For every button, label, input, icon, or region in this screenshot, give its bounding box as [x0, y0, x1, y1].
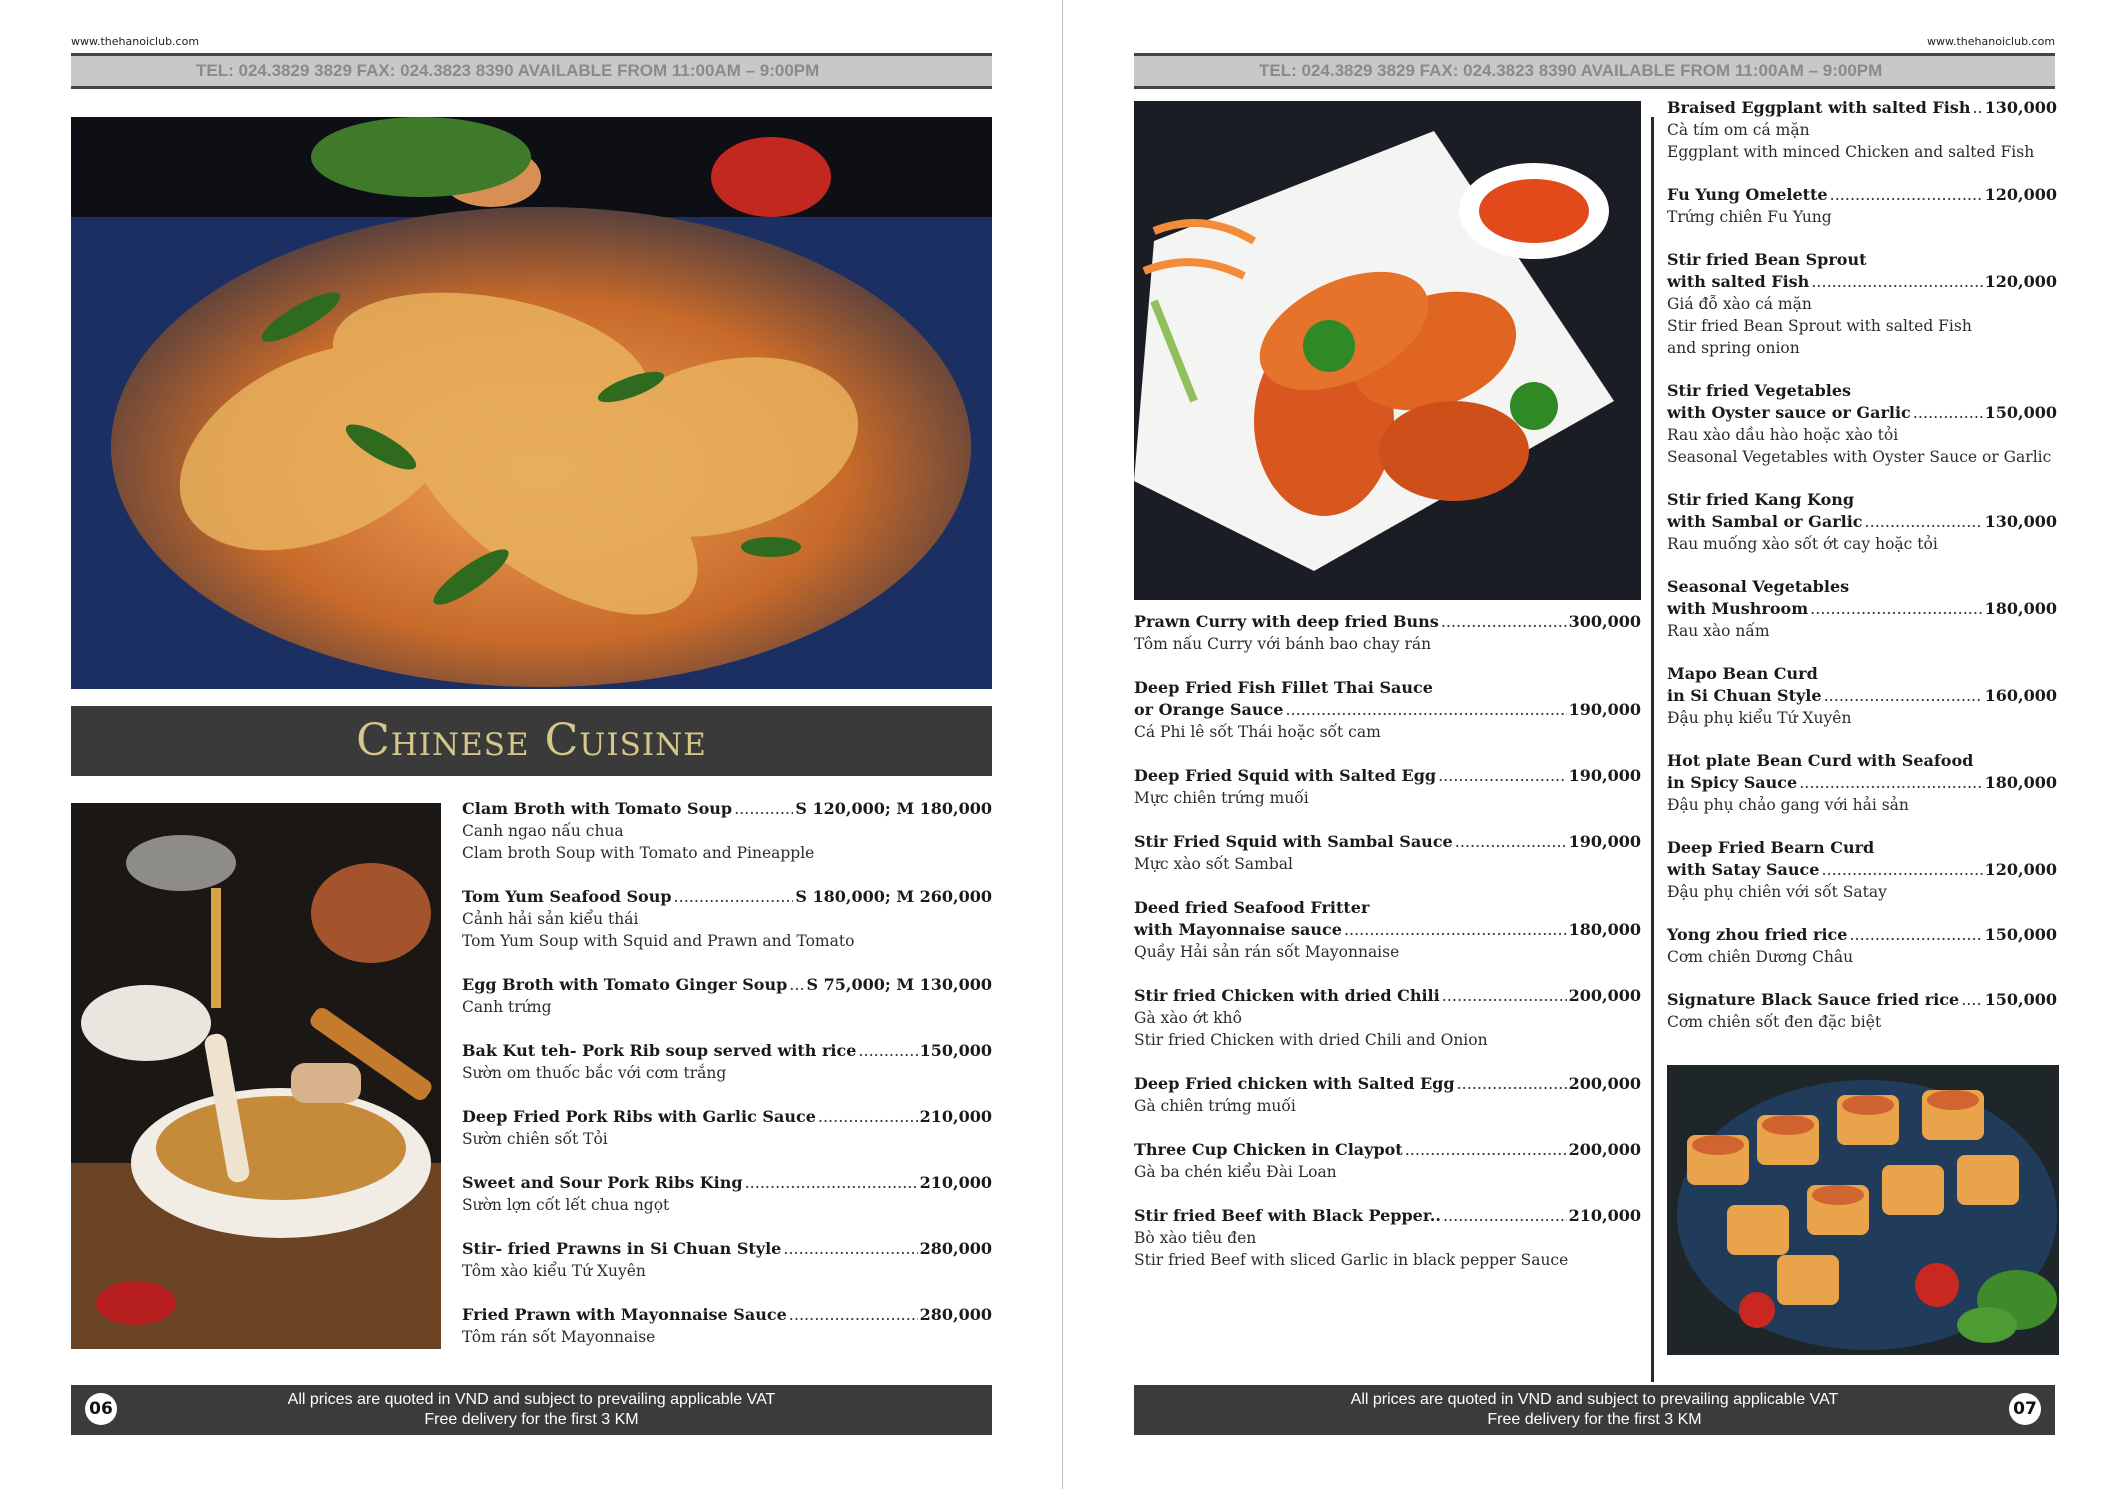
- dish-name: with Satay Sauce: [1667, 860, 1820, 879]
- dish-name: with Oyster sauce or Garlic: [1667, 403, 1911, 422]
- dish-vietnamese: Gà xào ớt khô: [1134, 1009, 1242, 1027]
- menu-item: [1667, 837, 2057, 903]
- dish-name: Bak Kut teh- Pork Rib soup served with rice: [462, 1041, 857, 1060]
- dish-vietnamese: Bò xào tiêu đen: [1134, 1229, 1257, 1247]
- menu-item: [1667, 576, 2057, 642]
- menu-item: [1667, 489, 2057, 555]
- dish-description: Stir fried Bean Sprout with salted Fish: [1667, 317, 1972, 335]
- dish-price: 120,000: [1984, 272, 2057, 291]
- dish-vietnamese: Quầy Hải sản rán sốt Mayonnaise: [1134, 943, 1400, 961]
- dish-name-line1: Deed fried Seafood Fritter: [1134, 898, 1370, 917]
- dish-vietnamese: Gà chiên trứng muối: [1134, 1097, 1296, 1115]
- menu-item: [462, 974, 992, 1018]
- dish-vietnamese: Sườn chiên sốt Tỏi: [462, 1130, 608, 1148]
- dish-name: with Mayonnaise sauce: [1134, 920, 1342, 939]
- dish-price: 190,000: [1568, 700, 1641, 719]
- dish-name: Tom Yum Seafood Soup: [462, 887, 672, 906]
- dish-name: Deep Fried Squid with Salted Egg: [1134, 766, 1437, 785]
- menu-item: [1667, 380, 2057, 468]
- dish-description: Eggplant with minced Chicken and salted Fish: [1667, 143, 2035, 161]
- dish-vietnamese: Cơm chiên Dương Châu: [1667, 948, 1854, 966]
- dish-name: Yong zhou fried rice: [1667, 925, 1848, 944]
- section-title: Chinese Cuisine: [71, 706, 992, 776]
- menu-item: [1134, 765, 1641, 809]
- dish-name: Fried Prawn with Mayonnaise Sauce: [462, 1305, 787, 1324]
- page-number: 07: [2009, 1393, 2041, 1425]
- dish-vietnamese: Tôm xào kiểu Tứ Xuyên: [462, 1262, 646, 1280]
- dish-vietnamese: Mực chiên trứng muối: [1134, 789, 1309, 807]
- footer-vat-note: All prices are quoted in VND and subject to prevailing applicable VAT: [1350, 1391, 1839, 1408]
- menu-item: [1667, 663, 2057, 729]
- dish-price: 150,000: [1984, 990, 2057, 1009]
- dish-price: 190,000: [1568, 766, 1641, 785]
- dish-name-line1: Hot plate Bean Curd with Seafood: [1667, 751, 1974, 770]
- footer-delivery-note: Free delivery for the first 3 KM: [1487, 1411, 1702, 1428]
- dish-name-line1: Stir fried Vegetables: [1667, 381, 1852, 400]
- dish-vietnamese: Rau muống xào sốt ớt cay hoặc tỏi: [1667, 535, 1938, 553]
- dish-price: 160,000: [1984, 686, 2057, 705]
- dish-description: Tom Yum Soup with Squid and Prawn and Tomato: [462, 932, 855, 950]
- menu-item: [1134, 897, 1641, 963]
- menu-item: [1134, 611, 1641, 655]
- dish-name: Egg Broth with Tomato Ginger Soup: [462, 975, 788, 994]
- dish-vietnamese: Đậu phụ kiểu Tứ Xuyên: [1667, 709, 1852, 727]
- dish-name: Stir fried Chicken with dried Chili: [1134, 986, 1440, 1005]
- dish-vietnamese: Tôm rán sốt Mayonnaise: [462, 1328, 656, 1346]
- dish-price: 280,000: [919, 1305, 992, 1324]
- dish-vietnamese: Cà tím om cá mặn: [1667, 121, 1810, 139]
- right-page: [1063, 0, 2127, 1489]
- dish-price: 130,000: [1984, 98, 2057, 117]
- dish-name: in Spicy Sauce: [1667, 773, 1798, 792]
- dish-vietnamese: Tôm nấu Curry với bánh bao chay rán: [1134, 635, 1432, 653]
- dish-price: 180,000: [1984, 773, 2057, 792]
- dish-name-line1: Mapo Bean Curd: [1667, 664, 1818, 683]
- site-url: www.thehanoiclub.com: [1927, 35, 2056, 48]
- footer-bar: [71, 1385, 992, 1435]
- dish-description: Stir fried Beef with sliced Garlic in black pepper Sauce: [1134, 1251, 1569, 1269]
- dish-price: 150,000: [919, 1041, 992, 1060]
- dish-vietnamese: Gà ba chén kiểu Đài Loan: [1134, 1163, 1337, 1181]
- menu-item: [1134, 1139, 1641, 1183]
- dish-price: 120,000: [1984, 860, 2057, 879]
- column-divider: [1651, 117, 1654, 1382]
- dish-name: Deep Fried chicken with Salted Egg: [1134, 1074, 1455, 1093]
- dish-name: with Mushroom: [1667, 599, 1809, 618]
- dish-vietnamese: Sườn lợn cốt lết chua ngọt: [462, 1196, 670, 1214]
- dish-name-line1: Seasonal Vegetables: [1667, 577, 1850, 596]
- contact-bar: TEL: 024.3829 3829 FAX: 024.3823 8390 AVAILABLE FROM 11:00AM – 9:00PM: [71, 53, 992, 89]
- dish-vietnamese: Cơm chiên sốt đen đặc biệt: [1667, 1013, 1882, 1031]
- menu-item: [1667, 989, 2057, 1033]
- dish-description-2: and spring onion: [1667, 339, 1800, 357]
- dish-vietnamese: Giá đỗ xào cá mặn: [1667, 295, 1812, 313]
- dish-name: Stir Fried Squid with Sambal Sauce: [1134, 832, 1453, 851]
- menu-item: [462, 1040, 992, 1084]
- menu-item: [1134, 1205, 1641, 1271]
- menu-list-left: [462, 798, 992, 1370]
- dish-name: Clam Broth with Tomato Soup: [462, 799, 733, 818]
- dish-price: 190,000: [1568, 832, 1641, 851]
- dish-name-line1: Deep Fried Bearn Curd: [1667, 838, 1875, 857]
- dish-name: Sweet and Sour Pork Ribs King: [462, 1173, 743, 1192]
- dish-name: Braised Eggplant with salted Fish: [1667, 98, 1971, 117]
- footer-delivery-note: Free delivery for the first 3 KM: [424, 1411, 639, 1428]
- dish-name: Deep Fried Pork Ribs with Garlic Sauce: [462, 1107, 816, 1126]
- fried-chicken-wings-photo: [1134, 101, 1641, 600]
- left-page: [0, 0, 1062, 1489]
- dish-price: 180,000: [1568, 920, 1641, 939]
- dish-name: Stir fried Beef with Black Pepper..: [1134, 1206, 1441, 1225]
- dish-vietnamese: Đậu phụ chảo gang với hải sản: [1667, 796, 1909, 814]
- menu-item: [1667, 97, 2057, 163]
- dish-name: or Orange Sauce: [1134, 700, 1284, 719]
- menu-item: [462, 798, 992, 864]
- dish-vietnamese: Sườn om thuốc bắc với cơm trắng: [462, 1064, 727, 1082]
- bean-curd-skewers-photo: [1667, 1065, 2059, 1355]
- dish-vietnamese: Mực xào sốt Sambal: [1134, 855, 1293, 873]
- dish-price: 200,000: [1568, 1140, 1641, 1159]
- site-url: www.thehanoiclub.com: [71, 35, 200, 48]
- dish-vietnamese: Cá Phi lê sốt Thái hoặc sốt cam: [1134, 723, 1381, 741]
- dish-description: Stir fried Chicken with dried Chili and Onion: [1134, 1031, 1488, 1049]
- dish-price: 120,000: [1984, 185, 2057, 204]
- dish-name-line1: Deep Fried Fish Fillet Thai Sauce: [1134, 678, 1433, 697]
- dish-price: 300,000: [1568, 612, 1641, 631]
- menu-item: [1667, 924, 2057, 968]
- dish-price: 210,000: [1568, 1206, 1641, 1225]
- dish-price: S 120,000; M 180,000: [795, 799, 992, 818]
- dish-vietnamese: Trứng chiên Fu Yung: [1667, 208, 1832, 226]
- menu-item: [462, 1304, 992, 1348]
- dish-name: Stir- fried Prawns in Si Chuan Style: [462, 1239, 782, 1258]
- dish-price: 130,000: [1984, 512, 2057, 531]
- fried-prawns-photo: [71, 117, 992, 689]
- menu-item: [1134, 677, 1641, 743]
- footer-bar: [1134, 1385, 2055, 1435]
- dish-price: 280,000: [919, 1239, 992, 1258]
- dish-price: 200,000: [1568, 986, 1641, 1005]
- dish-name: Signature Black Sauce fried rice: [1667, 990, 1960, 1009]
- menu-list-right-col1: [1134, 611, 1641, 1293]
- dish-name: Prawn Curry with deep fried Buns: [1134, 612, 1439, 631]
- dish-price: S 75,000; M 130,000: [806, 975, 992, 994]
- dish-vietnamese: Đậu phụ chiên với sốt Satay: [1667, 883, 1887, 901]
- dish-price: 210,000: [919, 1107, 992, 1126]
- dish-name-line1: Stir fried Bean Sprout: [1667, 250, 1867, 269]
- dish-vietnamese: Cảnh hải sản kiểu thái: [462, 910, 639, 928]
- dish-vietnamese: Rau xào dầu hào hoặc xào tỏi: [1667, 426, 1899, 444]
- menu-item: [1134, 985, 1641, 1051]
- menu-item: [462, 1106, 992, 1150]
- dish-price: S 180,000; M 260,000: [795, 887, 992, 906]
- dish-price: 210,000: [919, 1173, 992, 1192]
- dish-price: 200,000: [1568, 1074, 1641, 1093]
- menu-item: [1134, 1073, 1641, 1117]
- menu-list-right-col2: [1667, 97, 2057, 1054]
- dish-price: 150,000: [1984, 925, 2057, 944]
- menu-item: [462, 1238, 992, 1282]
- pork-rib-soup-photo: [71, 803, 441, 1349]
- dish-name-line1: Stir fried Kang Kong: [1667, 490, 1855, 509]
- dish-name: Fu Yung Omelette: [1667, 185, 1828, 204]
- dish-description: Seasonal Vegetables with Oyster Sauce or Garlic: [1667, 448, 2052, 466]
- menu-item: [462, 1172, 992, 1216]
- menu-item: [462, 886, 992, 952]
- contact-bar: TEL: 024.3829 3829 FAX: 024.3823 8390 AVAILABLE FROM 11:00AM – 9:00PM: [1134, 53, 2055, 89]
- dish-name: Three Cup Chicken in Claypot: [1134, 1140, 1403, 1159]
- dish-price: 180,000: [1984, 599, 2057, 618]
- dish-vietnamese: Rau xào nấm: [1667, 622, 1770, 640]
- page-number: 06: [85, 1393, 117, 1425]
- dish-vietnamese: Canh ngao nấu chua: [462, 822, 624, 840]
- dish-vietnamese: Canh trứng: [462, 998, 552, 1016]
- dish-name: with Sambal or Garlic: [1667, 512, 1863, 531]
- dish-price: 150,000: [1984, 403, 2057, 422]
- menu-item: [1667, 184, 2057, 228]
- dish-name: with salted Fish: [1667, 272, 1810, 291]
- menu-item: [1667, 249, 2057, 359]
- menu-item: [1667, 750, 2057, 816]
- dish-name: in Si Chuan Style: [1667, 686, 1822, 705]
- footer-vat-note: All prices are quoted in VND and subject to prevailing applicable VAT: [287, 1391, 776, 1408]
- menu-item: [1134, 831, 1641, 875]
- dish-description: Clam broth Soup with Tomato and Pineapple: [462, 844, 815, 862]
